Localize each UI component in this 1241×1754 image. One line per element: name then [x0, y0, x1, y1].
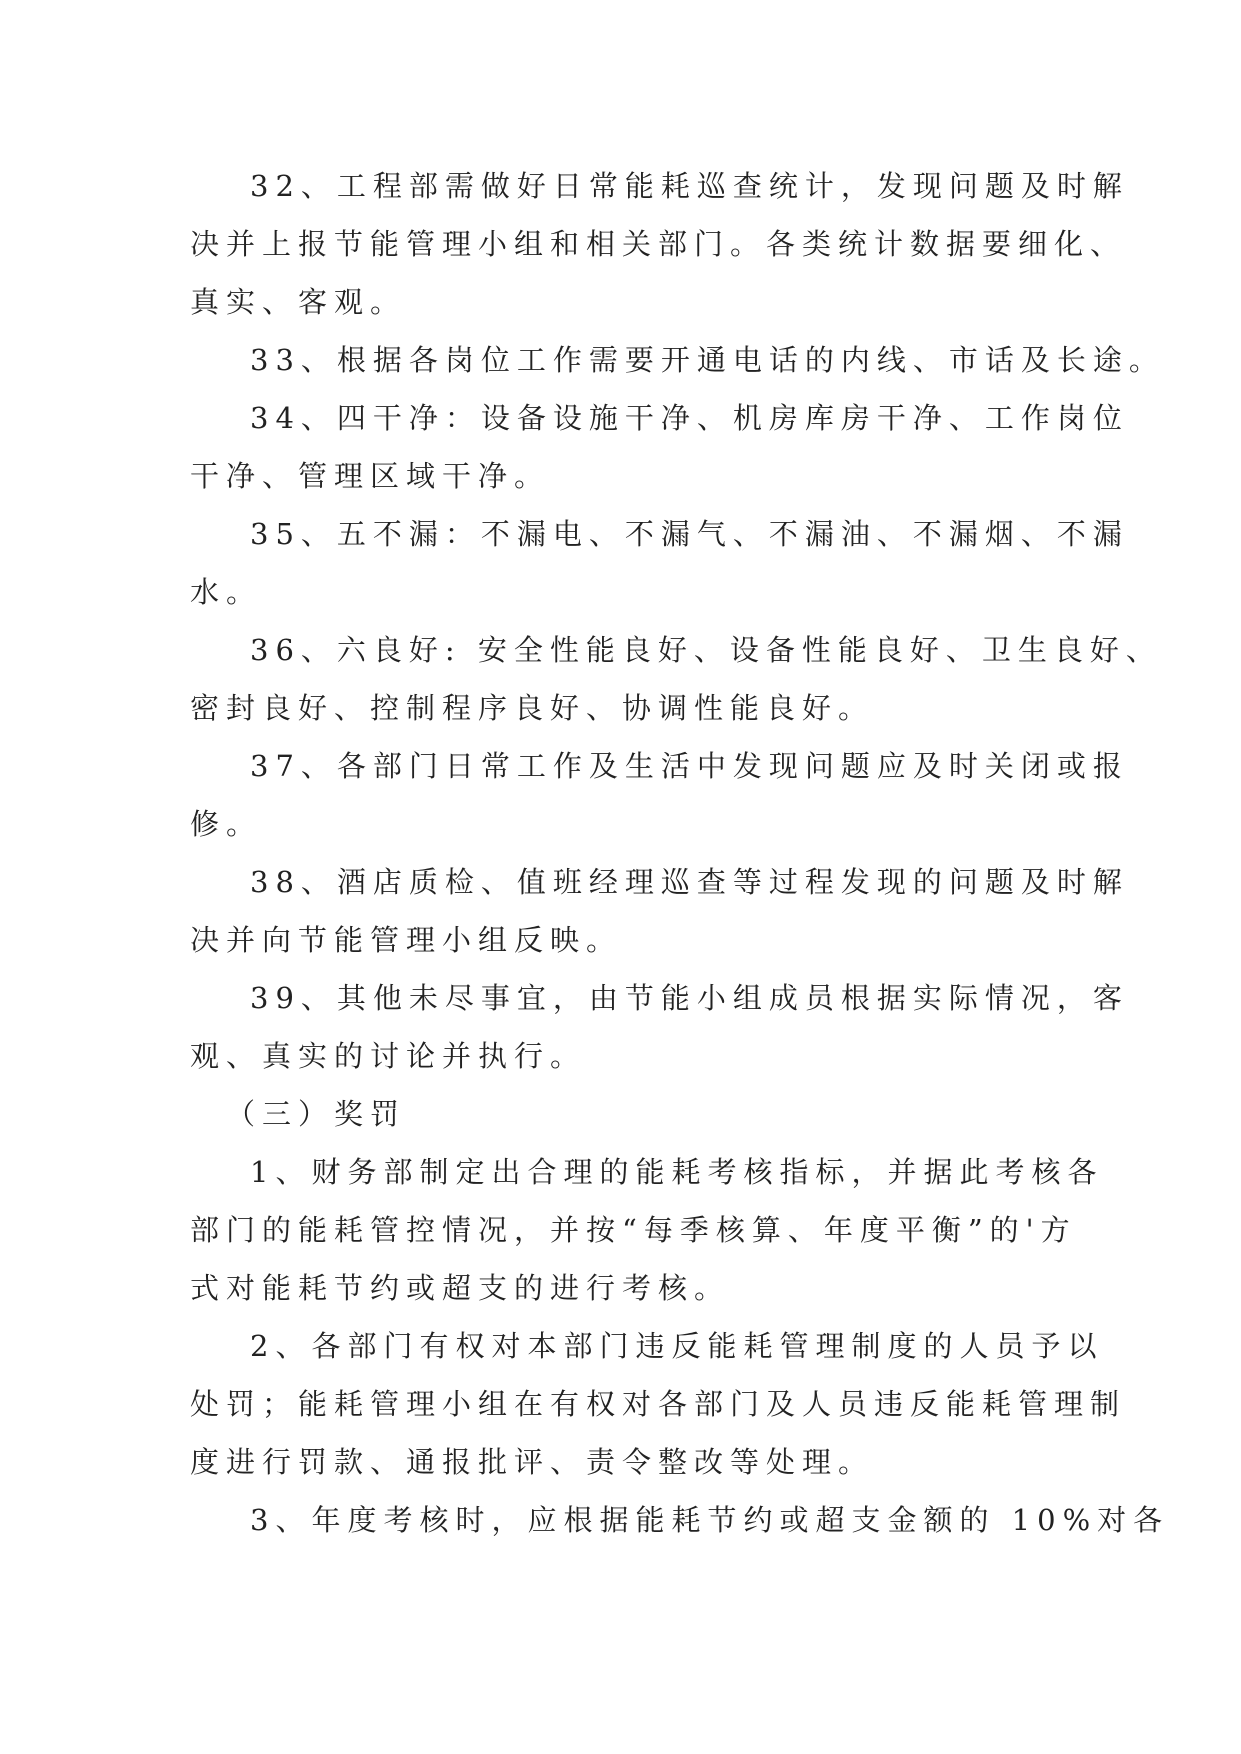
section-heading-block — [190, 1085, 1050, 1143]
paragraph-line: 干净、管理区域干净。 — [190, 459, 551, 493]
paragraph-line: 水。 — [190, 575, 263, 609]
paragraph-line: 33、根据各岗位工作需要开通电话的内线、市话及长途。 — [250, 343, 1165, 377]
paragraph-line: 32、工程部需做好日常能耗巡查统计，发现问题及时解 — [250, 169, 1129, 203]
paragraph-line: 修。 — [190, 807, 263, 841]
paragraph-33 — [190, 331, 1165, 389]
paragraph-line: 37、各部门日常工作及生活中发现问题应及时关闭或报 — [250, 749, 1129, 783]
paragraph-32 — [190, 157, 1129, 331]
paragraph-line: 部门的能耗管控情况，并按“每季核算、年度平衡”的'方 — [190, 1213, 1077, 1247]
section-paragraph-2 — [190, 1317, 1127, 1491]
paragraph-line: 36、六良好: 安全性能良好、设备性能良好、卫生良好、 — [250, 633, 1162, 667]
paragraph-line: 式对能耗节约或超支的进行考核。 — [190, 1271, 731, 1305]
paragraph-line: 真实、客观。 — [190, 285, 407, 319]
paragraph-37 — [190, 737, 1129, 853]
section-heading: （三）奖罚 — [226, 1097, 407, 1131]
paragraph-line: 1、财务部制定出合理的能耗考核指标，并据此考核各 — [250, 1155, 1104, 1189]
paragraph-38 — [190, 853, 1129, 969]
paragraph-line: 决并上报节能管理小组和相关部门。各类统计数据要细化、 — [190, 227, 1127, 261]
paragraph-line: 观、真实的讨论并执行。 — [190, 1039, 587, 1073]
section-paragraph-1 — [190, 1143, 1104, 1317]
paragraph-39 — [190, 969, 1129, 1085]
paragraph-line: 度进行罚款、通报批评、责令整改等处理。 — [190, 1445, 875, 1479]
paragraph-line: 35、五不漏：不漏电、不漏气、不漏油、不漏烟、不漏 — [250, 517, 1129, 551]
paragraph-line: 39、其他未尽事宜，由节能小组成员根据实际情况，客 — [250, 981, 1129, 1015]
document-body — [190, 157, 1170, 1549]
paragraph-line: 密封良好、控制程序良好、协调性能良好。 — [190, 691, 875, 725]
section-paragraph-3 — [190, 1491, 1170, 1549]
paragraph-line: 38、酒店质检、值班经理巡查等过程发现的问题及时解 — [250, 865, 1129, 899]
paragraph-line: 决并向节能管理小组反映。 — [190, 923, 623, 957]
paragraph-34 — [190, 389, 1129, 505]
paragraph-line: 2、各部门有权对本部门违反能耗管理制度的人员予以 — [250, 1329, 1104, 1363]
paragraph-36 — [190, 621, 1162, 737]
paragraph-35 — [190, 505, 1129, 621]
paragraph-line: 34、四干净：设备设施干净、机房库房干净、工作岗位 — [250, 401, 1129, 435]
paragraph-line: 3、年度考核时，应根据能耗节约或超支金额的 10%对各 — [250, 1503, 1170, 1537]
paragraph-line: 处罚；能耗管理小组在有权对各部门及人员违反能耗管理制 — [190, 1387, 1127, 1421]
